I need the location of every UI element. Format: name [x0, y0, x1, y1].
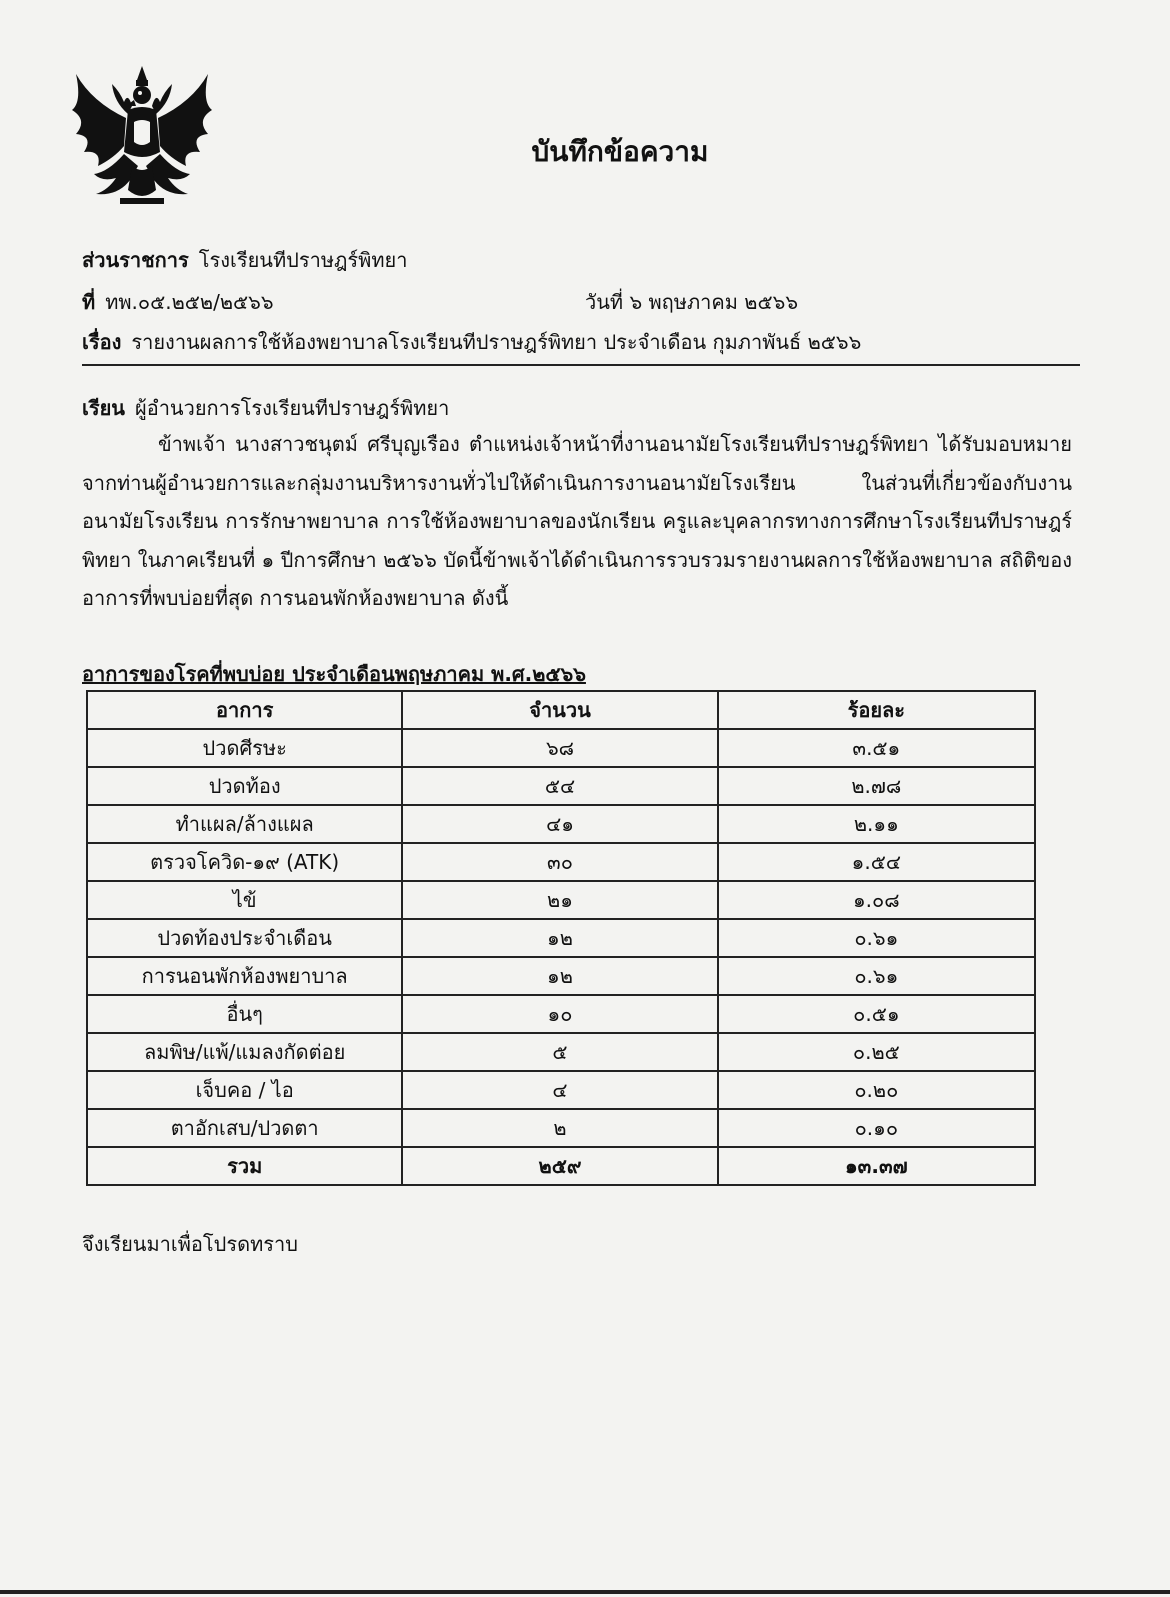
count-cell: ๑๒ [402, 957, 717, 995]
header-count: จำนวน [402, 691, 717, 729]
percent-cell: ๐.๖๑ [718, 957, 1035, 995]
table-row [87, 881, 1035, 919]
header-divider [82, 364, 1080, 366]
table-title: อาการของโรคที่พบบ่อย ประจำเดือนพฤษภาคม พ.ศ.๒๕๖๖ [82, 662, 586, 686]
subject-label: เรื่อง [82, 330, 122, 354]
memo-title: บันทึกข้อความ [531, 135, 709, 168]
table-row [87, 1071, 1035, 1109]
count-cell: ๑๒ [402, 919, 717, 957]
percent-cell: ๑.๕๔ [718, 843, 1035, 881]
salutation-line [82, 392, 449, 424]
table-row [87, 1033, 1035, 1071]
garuda-emblem-icon [68, 62, 216, 212]
table-total-row [87, 1147, 1035, 1185]
symptom-cell: ทำแผล/ล้างแผล [87, 805, 402, 843]
salutation-value: ผู้อำนวยการโรงเรียนทีปราษฎร์พิทยา [134, 396, 450, 420]
header-symptom: อาการ [87, 691, 402, 729]
table-row [87, 843, 1035, 881]
subject-line [82, 326, 861, 358]
symptom-cell: ลมพิษ/แพ้/แมลงกัดต่อย [87, 1033, 402, 1071]
symptoms-table [86, 690, 1036, 1186]
closing-line: จึงเรียนมาเพื่อโปรดทราบ [82, 1232, 298, 1256]
count-cell: ๕๔ [402, 767, 717, 805]
symptom-cell: ปวดท้อง [87, 767, 402, 805]
header-percent: ร้อยละ [718, 691, 1035, 729]
count-cell: ๕ [402, 1033, 717, 1071]
symptom-cell: อื่นๆ [87, 995, 402, 1033]
symptom-cell: การนอนพักห้องพยาบาล [87, 957, 402, 995]
percent-cell: ๒.๗๘ [718, 767, 1035, 805]
symptom-cell: ปวดท้องประจำเดือน [87, 919, 402, 957]
table-row [87, 919, 1035, 957]
symptom-cell: เจ็บคอ / ไอ [87, 1071, 402, 1109]
count-cell: ๔ [402, 1071, 717, 1109]
percent-cell: ๐.๖๑ [718, 919, 1035, 957]
reference-line [82, 286, 274, 318]
symptom-cell: ตรวจโควิด-๑๙ (ATK) [87, 843, 402, 881]
table-header-row [87, 691, 1035, 729]
percent-cell: ๐.๒๕ [718, 1033, 1035, 1071]
count-cell: ๓๐ [402, 843, 717, 881]
table-row [87, 805, 1035, 843]
count-cell: ๖๘ [402, 729, 717, 767]
symptom-cell: ตาอักเสบ/ปวดตา [87, 1109, 402, 1147]
reference-label: ที่ [82, 290, 96, 314]
percent-cell: ๑.๐๘ [718, 881, 1035, 919]
agency-line [82, 244, 408, 276]
total-percent-cell: ๑๓.๓๗ [718, 1147, 1035, 1185]
total-count-cell: ๒๕๙ [402, 1147, 717, 1185]
reference-value: ทพ.๐๕.๒๕๒/๒๕๖๖ [105, 290, 274, 314]
memo-date: วันที่ ๖ พฤษภาคม ๒๕๖๖ [585, 290, 799, 314]
salutation-label: เรียน [82, 396, 125, 420]
agency-label: ส่วนราชการ [82, 248, 189, 272]
table-row [87, 1109, 1035, 1147]
total-label-cell: รวม [87, 1147, 402, 1185]
percent-cell: ๐.๒๐ [718, 1071, 1035, 1109]
percent-cell: ๐.๕๑ [718, 995, 1035, 1033]
count-cell: ๒ [402, 1109, 717, 1147]
percent-cell: ๒.๑๑ [718, 805, 1035, 843]
percent-cell: ๓.๕๑ [718, 729, 1035, 767]
symptom-cell: ไข้ [87, 881, 402, 919]
agency-value: โรงเรียนทีปราษฎร์พิทยา [198, 248, 408, 272]
scan-bottom-edge [0, 1590, 1170, 1594]
count-cell: ๔๑ [402, 805, 717, 843]
count-cell: ๒๑ [402, 881, 717, 919]
count-cell: ๑๐ [402, 995, 717, 1033]
subject-value: รายงานผลการใช้ห้องพยาบาลโรงเรียนทีปราษฎร์พิทยา ประจำเดือน กุมภาพันธ์ ๒๕๖๖ [131, 330, 862, 354]
table-row [87, 957, 1035, 995]
symptom-cell: ปวดศีรษะ [87, 729, 402, 767]
body-paragraph: ข้าพเจ้า นางสาวชนุตม์ ศรีบุญเรือง ตำแหน่งเจ้าหน้าที่งานอนามัยโรงเรียนทีปราษฎร์พิทยา ได้รับมอบหมายจากท่านผู้อำนวยการและกลุ่มงานบริหารงานทั่วไปให้ดำเนินการงานอนามัยโรงเรียน ในส่วนที่เกี่ยวข้องกับงานอนามัยโรงเรียน การรักษาพยาบาล การใช้ห้องพยาบาลของนักเรียน ครูและบุคลากรทางการศึกษาโรงเรียนทีปราษฎร์พิทยา ในภาคเรียนที่ ๑ ปีการศึกษา ๒๕๖๖ บัดนี้ข้าพเจ้าได้ดำเนินการรวบรวมรายงานผลการใช้ห้องพยาบาล สถิติของอาการที่พบบ่อยที่สุด การนอนพักห้องพยาบาล ดังนี้ [82, 432, 1072, 610]
table-row [87, 995, 1035, 1033]
percent-cell: ๐.๑๐ [718, 1109, 1035, 1147]
table-row [87, 767, 1035, 805]
table-row [87, 729, 1035, 767]
